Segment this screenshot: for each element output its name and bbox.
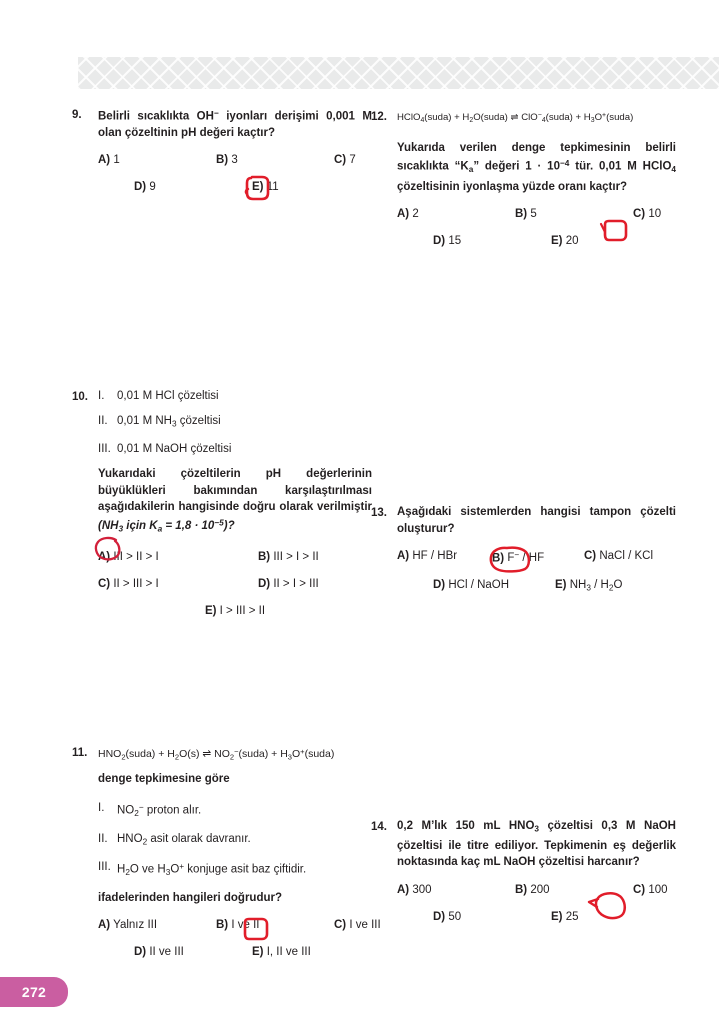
option-b[interactable]: B) 5	[515, 208, 537, 221]
question-13-options	[397, 548, 676, 597]
question-10-number: 10.	[72, 391, 88, 403]
option-a[interactable]: A) HF / HBr	[397, 550, 458, 562]
option-c[interactable]: C) I ve III	[334, 919, 381, 932]
option-e[interactable]: E) 25	[551, 910, 579, 923]
question-12-stem: Yukarıda verilen denge tepkimesinin belirli sıcaklıkta “$K_a$” değeri $1 \cdot 10^{-4}$ tür. 0,01 M HClO$_4$ çözeltisinin iyonlaşma yüzde oranı kaçtır?	[397, 141, 676, 193]
question-11-stem: denge tepkimesine göre	[98, 773, 230, 786]
question-10	[72, 388, 372, 630]
question-13-number: 13.	[371, 507, 387, 519]
option-e[interactable]: E) 20	[551, 235, 579, 248]
option-b[interactable]: B) 3	[216, 154, 238, 167]
option-e[interactable]: E) $NH_3 / H_2O$	[555, 579, 623, 593]
page-number-banner	[0, 977, 68, 1007]
question-9	[72, 106, 372, 206]
question-11-stem2: ifadelerinden hangileri doğrudur?	[98, 891, 283, 904]
option-a[interactable]: A) 300	[397, 883, 432, 896]
option-d[interactable]: D) 9	[134, 181, 156, 194]
option-b[interactable]: B) 200	[515, 883, 550, 896]
page-number: 272	[21, 984, 47, 1000]
roman-item-i: I. $NO_2^-$ proton alır.	[98, 801, 202, 818]
question-13-stem: Aşağıdaki sistemlerden hangisi tampon çözelti oluşturur?	[397, 506, 676, 535]
roman-item-ii: II. $HNO_2$ asit olarak davranır.	[98, 832, 251, 846]
roman-item-i: I. 0,01 M HCl çözeltisi	[98, 390, 219, 402]
roman-item-ii: II. 0,01 M $NH_3$ çözeltisi	[98, 415, 221, 429]
question-13	[371, 504, 676, 608]
question-9-number: 9.	[72, 109, 82, 121]
question-14-stem: 0,2 M’lık 150 mL $HNO_3$ çözeltisi 0,3 M NaOH çözeltisi ile titre ediliyor. Tepkimenin eş değerlik noktasında kaç mL NaOH çözeltisi harcanır?	[397, 820, 676, 869]
option-a[interactable]: A) Yalnız III	[98, 919, 158, 932]
option-b[interactable]: B) I ve II	[216, 919, 260, 932]
question-14-options	[397, 882, 676, 925]
option-e[interactable]: E) 11	[252, 181, 279, 194]
option-c[interactable]: C) 100	[633, 883, 668, 896]
question-10-stem: Yukarıdaki çözeltilerin pH değerlerinin büyüklükleri bakımından karşılaştırılması aşağıdakilerin hangisinde doğru olarak verilmiştir ($NH_3$ için $K_a = 1,8 \cdot 10^{-5}$)?	[98, 468, 372, 534]
option-d[interactable]: D) 15	[433, 235, 462, 248]
option-c[interactable]: C) II > III > I	[98, 578, 159, 591]
option-a[interactable]: A) 2	[397, 208, 419, 221]
option-d[interactable]: D) II > I > III	[258, 578, 319, 591]
question-9-options	[98, 152, 372, 195]
header-decorative-band	[78, 57, 719, 89]
question-11-options	[98, 917, 382, 960]
option-d[interactable]: D) HCl / NaOH	[433, 579, 510, 592]
question-11	[72, 744, 382, 971]
question-12-options	[397, 206, 676, 249]
option-a[interactable]: A) III > II > I	[98, 551, 159, 564]
question-14-number: 14.	[371, 821, 387, 833]
question-11-equation: $HNO_2(suda) + H_2O(s)$ ⇌ $NO_2^-(suda)$ + $H_3O^+(suda)$	[98, 747, 335, 762]
option-c[interactable]: C) 10	[633, 208, 662, 221]
option-c[interactable]: C) 7	[334, 154, 356, 167]
question-12	[371, 108, 676, 260]
option-d[interactable]: D) II ve III	[134, 946, 184, 959]
question-12-number: 12.	[371, 111, 387, 123]
option-a[interactable]: A) 1	[98, 154, 120, 167]
question-10-options	[98, 549, 372, 619]
question-10-note: ($NH_3$ için $K_a = 1,8 \cdot 10^{-5}$)?	[98, 518, 235, 534]
option-e[interactable]: E) I, II ve III	[252, 946, 311, 959]
question-12-equation: HClO$_4$(suda) + $H_2O(suda)$ ⇌ ClO−$_4$(suda) + $H_3O^+(suda)$	[397, 111, 634, 124]
option-e[interactable]: E) I > III > II	[204, 605, 266, 618]
option-c[interactable]: C) NaCl / KCl	[584, 550, 654, 562]
question-9-stem: Belirli sıcaklıkta OH− iyonları derişimi 0,001 M olan çözeltinin pH değeri kaçtır?	[98, 109, 372, 139]
question-14	[371, 818, 676, 936]
roman-item-iii: III. $H_2O$ ve $H_3O^+$ konjuge asit baz çiftidir.	[98, 860, 307, 877]
option-b[interactable]: B) III > I > II	[258, 551, 319, 564]
option-d[interactable]: D) 50	[433, 910, 462, 923]
roman-item-iii: III. 0,01 M NaOH çözeltisi	[98, 443, 232, 456]
question-11-number: 11.	[72, 747, 88, 759]
option-b[interactable]: B) F− / HF	[492, 551, 545, 565]
